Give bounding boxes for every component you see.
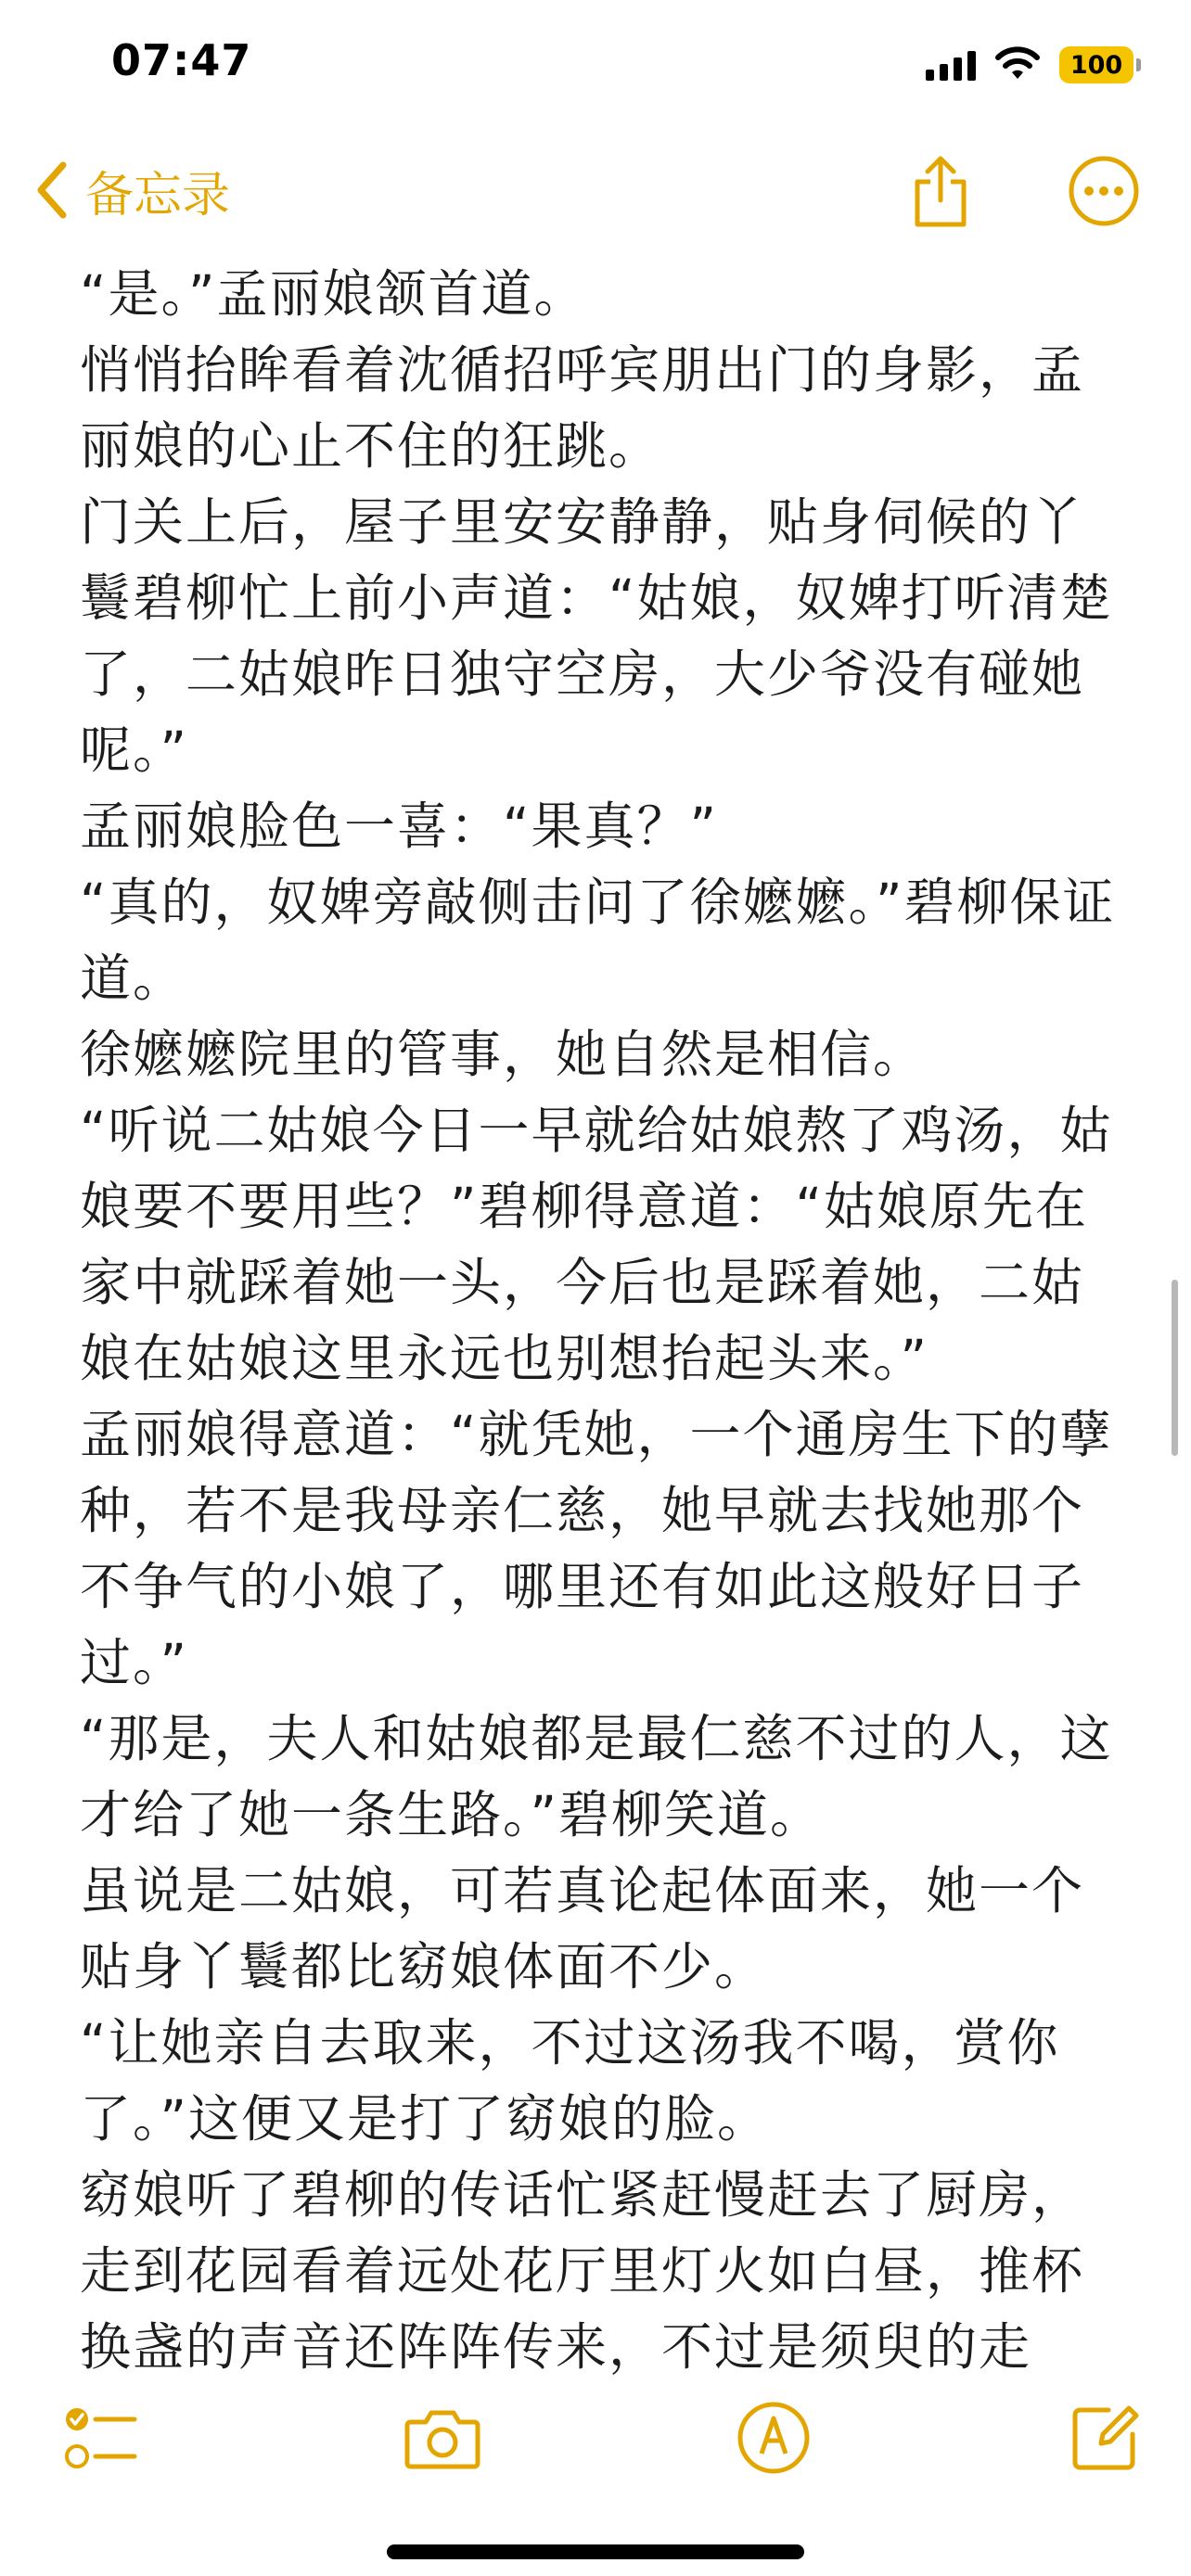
back-button[interactable] [33,158,230,223]
share-icon [908,154,973,228]
wifi-icon [994,47,1041,83]
note-paragraph: “那是，夫人和姑娘都是最仁慈不过的人，这才给了她一条生路。”碧柳笑道。 [80,1709,1113,1844]
markup-button[interactable] [732,2396,815,2480]
note-paragraph: 门关上后，屋子里安安静静，贴身伺候的丫鬟碧柳忙上前小声道：“姑娘，奴婢打听清楚了，二姑娘昨日独守空房，大少爷没有碰她呢。” [80,492,1113,780]
scrollbar[interactable] [1172,1280,1178,1456]
camera-button[interactable] [401,2396,484,2480]
note-paragraph: “听说二姑娘今日一早就给姑娘熬了鸡汤，姑娘要不要用些？”碧柳得意道：“姑娘原先在家中就踩着她一头，今后也是踩着她，二姑娘在姑娘这里永远也别想抬起头来。” [80,1101,1113,1388]
home-indicator[interactable] [387,2544,804,2559]
more-button[interactable] [1065,152,1143,230]
status-time: 07:47 [111,35,252,85]
back-label: 备忘录 [85,167,231,223]
cellular-signal-icon [926,49,976,81]
compose-button[interactable] [1063,2396,1146,2480]
battery-level: 100 [1069,50,1123,80]
checklist-button[interactable] [59,2396,143,2480]
note-paragraph: 徐嬷嬷院里的管事，她自然是相信。 [80,1025,927,1084]
checklist-icon [62,2399,140,2477]
status-icons [926,45,1133,85]
note-paragraph: 窈娘听了碧柳的传话忙紧赶慢赶去了厨房，走到花园看着远处花厅里灯火如白昼，推杯换盏的声音还阵阵传来，不过是须臾的走 [80,2165,1085,2377]
camera-icon [403,2405,481,2470]
share-button[interactable] [902,152,980,230]
note-paragraph: “让她亲自去取来，不过这汤我不喝，赏你了。”这便又是打了窈娘的脸。 [80,2013,1060,2149]
note-paragraph: 悄悄抬眸看着沈循招呼宾朋出门的身影，孟丽娘的心止不住的狂跳。 [80,340,1085,476]
status-bar [0,0,1191,130]
markup-pen-icon [736,2400,812,2476]
compose-icon [1068,2401,1142,2475]
bottom-toolbar [0,2374,1191,2494]
note-paragraph: 虽说是二姑娘，可若真论起体面来，她一个贴身丫鬟都比窈娘体面不少。 [80,1861,1085,1996]
ellipsis-circle-icon [1068,155,1140,227]
note-paragraph: “真的，奴婢旁敲侧击问了徐嬷嬷。”碧柳保证道。 [80,873,1116,1008]
note-paragraph: 孟丽娘脸色一喜：“果真？” [80,797,718,856]
chevron-left-icon [33,159,70,221]
nav-bar [0,139,1191,241]
battery-icon [1059,46,1133,83]
note-paragraph: 孟丽娘得意道：“就凭她，一个通房生下的孽种，若不是我母亲仁慈，她早就去找她那个不争气的小娘了，哪里还有如此这般好日子过。” [80,1405,1113,1692]
note-paragraph: “是。”孟丽娘颔首道。 [80,264,587,324]
note-body[interactable] [80,256,1126,2377]
